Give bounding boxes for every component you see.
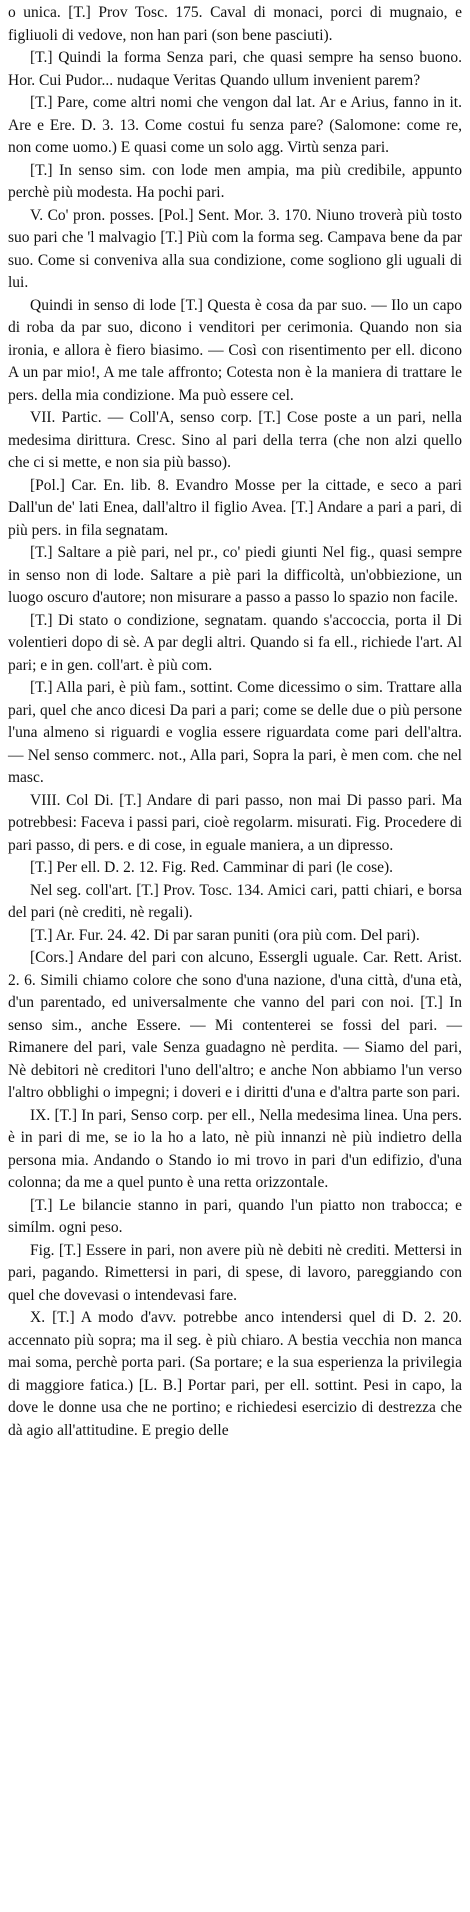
paragraph-18: [T.] Le bilancie stanno in pari, quando l'un piatto non trabocca; e simílm. ogni peso. — [8, 1196, 462, 1236]
paragraph-11: [T.] Alla pari, è più fam., sottint. Come dicessimo o sim. Trattare alla pari, quel che anco dicesi Da pari a pari; come se delle due o più persone l'una almeno si riguardi e voglia essere riguardata come pari dell'altra. — Nel senso commerc. not., Alla pari, Sopra la pari, è men com. che nel masc. — [8, 679, 462, 786]
paragraph-9: [T.] Saltare a piè pari, nel pr., co' piedi giunti Nel fig., quasi sempre in senso non di lode. Saltare a piè pari la difficoltà, un'obbiezione, un luogo oscuro d'autore; non misurare a passo a passo lo spazio non facile. — [8, 544, 462, 606]
paragraph-17: IX. [T.] In pari, Senso corp. per ell., Nella medesima linea. Una pers. è in pari di me, se io la ho a lato, nè più innanzi nè più indietro della persona mia. Andando o Stando io mi trovo in pari d'un edifizio, d'una colonna; da me a quel punto è una retta orizzontale. — [8, 1106, 462, 1191]
paragraph-4: [T.] In senso sim. con lode men ampia, ma più credibile, appunto perchè più modesta. Ha pochi pari. — [8, 161, 462, 201]
paragraph-16: [Cors.] Andare del pari con alcuno, Essergli uguale. Car. Rett. Arist. 2. 6. Simili chiamo colore che sono d'una nazione, d'una città, d'una età, d'un parentado, ed universalmente che vanno del pari con noi. [T.] In senso sim., anche Essere. — Mi contenterei se fossi del pari. — Rimanere del pari, vale Senza guadagno nè perdita. — Siamo del pari, Nè debitori nè creditori l'uno dell'altro; e anche Non abbiamo l'un verso l'altro obblighi o impegni; i doveri e i diritti d'una e d'altra parte son pari. — [8, 949, 462, 1101]
paragraph-14: Nel seg. coll'art. [T.] Prov. Tosc. 134. Amici cari, patti chiari, e borsa del pari (nè crediti, nè regali). — [8, 881, 462, 921]
paragraph-7: VII. Partic. — Coll'A, senso corp. [T.] Cose poste a un pari, nella medesima dirittura. Cresc. Sino al pari della terra (che non alzi quello che ci si mette, e non sia più basso). — [8, 409, 462, 471]
paragraph-3: [T.] Pare, come altri nomi che vengon dal lat. Ar e Arius, fanno in it. Are e Ere. D. 3. 13. Come costui fu senza pare? (Salomone: come re, non come uomo.) E quasi come un solo agg. Virtù senza pari. — [8, 94, 462, 156]
paragraph-2: [T.] Quindi la forma Senza pari, che quasi sempre ha senso buono. Hor. Cui Pudor... nudaque Veritas Quando ullum invenient parem? — [8, 49, 462, 89]
paragraph-19: Fig. [T.] Essere in pari, non avere più nè debiti nè crediti. Mettersi in pari, pagando. Rimettersi in pari, di spese, di lavoro, pareggiando con quel che dovevasi o intendevasi fare. — [8, 1241, 462, 1304]
paragraph-1: o unica. [T.] Prov Tosc. 175. Caval di monaci, porci di mugnaio, e figliuoli di vedove, non han pari (son bene pasciuti). — [8, 4, 462, 44]
paragraph-10: [T.] Di stato o condizione, segnatam. quando s'accoccia, porta il Di volentieri dopo di sè. A par degli altri. Quando si fa ell., richiede l'art. Al pari; e in gen. coll'art. è più com. — [8, 611, 462, 674]
paragraph-12: VIII. Col Di. [T.] Andare di pari passo, non mai Di passo pari. Ma potrebbesi: Faceva i passi pari, cioè regolarm. misurati. Fig. Procedere di pari passo, di pers. e di cose, in eguale maniera, a un dipresso. — [8, 791, 462, 854]
paragraph-15: [T.] Ar. Fur. 24. 42. Di par saran puniti (ora più com. Del pari). — [30, 926, 420, 944]
paragraph-8: [Pol.] Car. En. lib. 8. Evandro Mosse per la cittade, e seco a pari Dall'un de' lati Enea, dall'altro il figlio Avea. [T.] Andare a pari a pari, di più pers. in fila segnatam. — [8, 476, 462, 539]
paragraph-6: Quindi in senso di lode [T.] Questa è cosa da par suo. — Ilo un capo di roba da par suo, dicono i venditori per cerimonia. Quando non sia ironia, e allora è fiero biasimo. — Così con risentimento per ell. dicono A un par mio!, A me tale affronto; Cotesta non è la maniera di trattare le pers. della mia condizione. Ma può essere cel. — [8, 296, 462, 404]
paragraph-5: V. Co' pron. posses. [Pol.] Sent. Mor. 3. 170. Niuno troverà più tosto suo pari che 'l malvagio [T.] Più com la forma seg. Campava bene da par suo. Come si conveniva alla sua condizione, come sogliono gli uguali di lui. — [8, 206, 462, 291]
paragraph-13: [T.] Per ell. D. 2. 12. Fig. Red. Camminar di pari (le cose). — [30, 859, 394, 876]
paragraph-20: X. [T.] A modo d'avv. potrebbe anco intendersi quel di D. 2. 20. accennato più sopra; ma il seg. è più chiaro. A bestia vecchia non manca mai soma, perchè porta pari. (Sa portare; e la sua esperienza la privilegia di maggiore fatica.) [L. B.] Portar pari, per ell. sottint. Pesi in capo, la dove le donne usa che ne portino; e richiedesi esercizio di destrezza che dà agio all'attitudine. E pregio delle — [8, 1309, 462, 1439]
